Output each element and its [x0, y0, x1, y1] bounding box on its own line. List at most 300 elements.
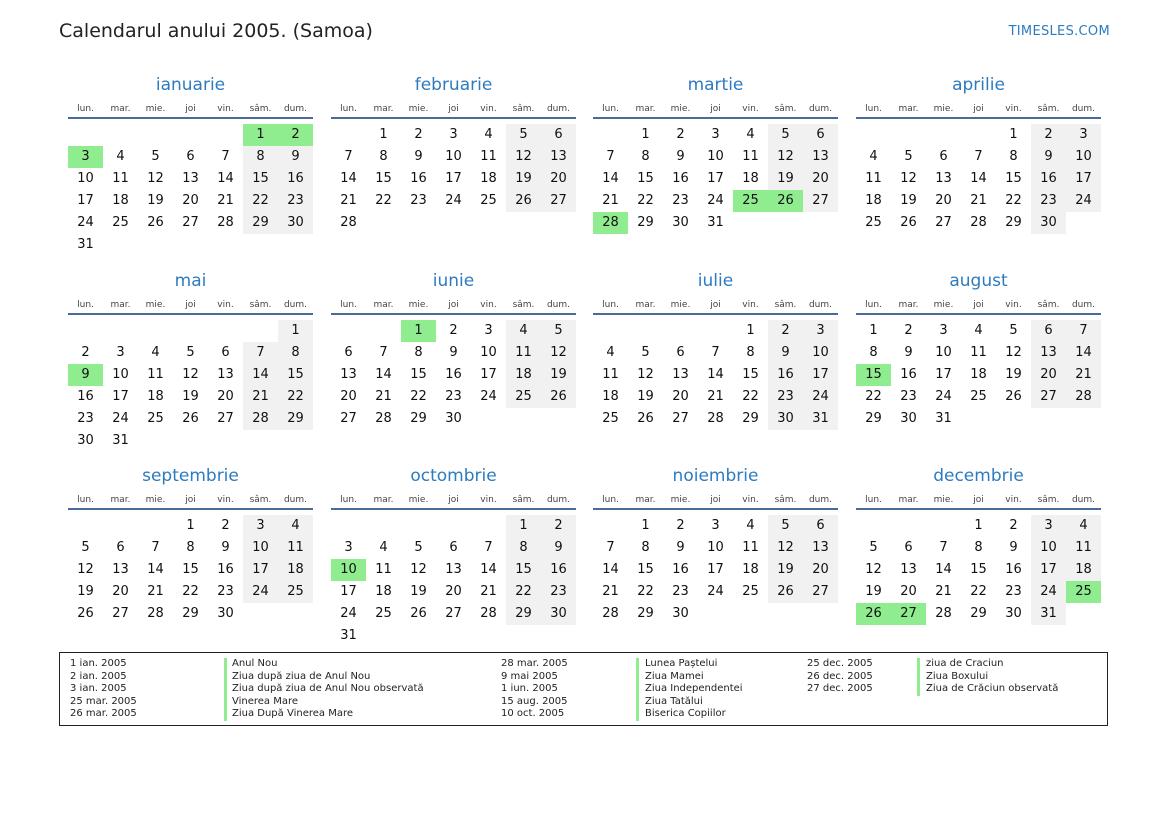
weekday-label: dum.: [546, 300, 571, 310]
day-cell: 2: [676, 127, 685, 142]
weekday-label: mie.: [145, 495, 166, 505]
day-cell: 6: [803, 515, 838, 537]
legend-color-bar: [224, 658, 227, 721]
weekday-label: mar.: [898, 495, 919, 505]
weekday-label: vin.: [217, 495, 234, 505]
legend-color-bar: [636, 658, 639, 721]
day-cell: 20: [445, 584, 462, 599]
legend-names: [232, 658, 424, 721]
day-cell: 11: [1066, 537, 1101, 559]
day-cell: 5: [506, 124, 541, 146]
day-cell: 17: [935, 367, 952, 382]
day-cell: 5: [1009, 323, 1018, 338]
weekday-label: lun.: [865, 104, 882, 114]
day-cell: 7: [344, 149, 353, 164]
day-cell: 23: [77, 411, 94, 426]
weekday-label: mie.: [933, 495, 954, 505]
day-cell: 27: [182, 215, 199, 230]
weekday-label: vin.: [742, 300, 759, 310]
day-cell: 28: [147, 606, 164, 621]
day-cell: 6: [1031, 320, 1066, 342]
day-cell: 3: [484, 323, 493, 338]
day-cell: 14: [147, 562, 164, 577]
weekday-label: mar.: [110, 495, 131, 505]
day-cell: 18: [278, 559, 313, 581]
weekday-label: joi: [448, 495, 459, 505]
day-cell: 16: [445, 367, 462, 382]
day-cell: 28: [935, 606, 952, 621]
weekday-label: lun.: [865, 495, 882, 505]
day-cell: 2: [904, 323, 913, 338]
day-cell: 14: [970, 171, 987, 186]
day-cell: 18: [112, 193, 129, 208]
weekday-label: mar.: [635, 104, 656, 114]
day-cell: 28: [375, 411, 392, 426]
day-cell: 11: [278, 537, 313, 559]
day-cell: 29: [243, 212, 278, 234]
day-cell: 10: [112, 367, 129, 382]
day-cell: 23: [1031, 190, 1066, 212]
day-cell: 12: [768, 146, 803, 168]
day-cell: 30: [672, 606, 689, 621]
day-cell: 19: [768, 559, 803, 581]
weekday-label: dum.: [283, 495, 308, 505]
weekday-label: lun.: [340, 300, 357, 310]
day-cell: 29: [865, 411, 882, 426]
day-cell: 15: [506, 559, 541, 581]
day-cell: 8: [641, 149, 650, 164]
day-cell: 27: [217, 411, 234, 426]
legend-date: 1 ian. 2005: [70, 658, 127, 669]
day-cell: 27: [112, 606, 129, 621]
holiday-day-cell: 3: [68, 146, 103, 168]
legend-date: 26 dec. 2005: [807, 670, 873, 682]
day-cell: 18: [506, 364, 541, 386]
day-cell: 16: [278, 168, 313, 190]
month-name: mai: [174, 271, 207, 291]
page-title: Calendarul anului 2005. (Samoa): [59, 20, 373, 42]
month-name: aprilie: [952, 75, 1005, 95]
day-cell: 12: [182, 367, 199, 382]
holiday-day-cell: 15: [856, 364, 891, 386]
day-cell: 18: [865, 193, 882, 208]
holiday-day-cell: 26: [768, 190, 803, 212]
day-cell: 29: [278, 408, 313, 430]
day-cell: 13: [1031, 342, 1066, 364]
weekday-label: vin.: [742, 104, 759, 114]
day-cell: 30: [278, 212, 313, 234]
day-cell: 23: [541, 581, 576, 603]
weekday-label: joi: [185, 495, 196, 505]
day-cell: 5: [151, 149, 160, 164]
day-cell: 11: [742, 540, 759, 555]
day-cell: 13: [340, 367, 357, 382]
day-cell: 14: [602, 562, 619, 577]
weekday-label: joi: [973, 104, 984, 114]
day-cell: 27: [1031, 386, 1066, 408]
day-cell: 21: [243, 386, 278, 408]
day-cell: 11: [147, 367, 164, 382]
day-cell: 29: [182, 606, 199, 621]
day-cell: 21: [970, 193, 987, 208]
day-cell: 30: [77, 433, 94, 448]
day-cell: 1: [1009, 127, 1018, 142]
day-cell: 8: [243, 146, 278, 168]
day-cell: 22: [506, 581, 541, 603]
day-cell: 4: [379, 540, 388, 555]
weekday-label: joi: [710, 300, 721, 310]
day-cell: 8: [278, 342, 313, 364]
day-cell: 19: [541, 364, 576, 386]
day-cell: 30: [1031, 212, 1066, 234]
day-cell: 18: [970, 367, 987, 382]
day-cell: 17: [803, 364, 838, 386]
day-cell: 22: [742, 389, 759, 404]
day-cell: 21: [375, 389, 392, 404]
day-cell: 6: [449, 540, 458, 555]
legend-holiday-name: Ziua Tatălui: [645, 695, 703, 707]
weekday-label: dum.: [283, 300, 308, 310]
day-cell: 4: [278, 515, 313, 537]
day-cell: 9: [1009, 540, 1018, 555]
weekday-label: lun.: [77, 495, 94, 505]
day-cell: 26: [182, 411, 199, 426]
holiday-day-cell: 26: [856, 603, 891, 625]
day-cell: 9: [221, 540, 230, 555]
day-cell: 24: [112, 411, 129, 426]
day-cell: 29: [506, 603, 541, 625]
weekday-label: mie.: [145, 104, 166, 114]
weekday-label: mar.: [898, 104, 919, 114]
weekday-label: sâm.: [1037, 495, 1060, 505]
day-cell: 16: [541, 559, 576, 581]
day-cell: 17: [243, 559, 278, 581]
weekday-label: sâm.: [774, 300, 797, 310]
day-cell: 26: [77, 606, 94, 621]
day-cell: 28: [480, 606, 497, 621]
weekday-label: mar.: [898, 300, 919, 310]
month-name: ianuarie: [155, 75, 226, 95]
weekday-label: mar.: [110, 300, 131, 310]
day-cell: 17: [112, 389, 129, 404]
day-cell: 12: [410, 562, 427, 577]
legend-date: 1 iun. 2005: [501, 683, 558, 695]
day-cell: 15: [410, 367, 427, 382]
day-cell: 7: [151, 540, 160, 555]
day-cell: 12: [77, 562, 94, 577]
day-cell: 21: [602, 584, 619, 599]
weekday-label: dum.: [283, 104, 308, 114]
brand-link[interactable]: TIMESLES.COM: [1008, 24, 1110, 39]
month-divider: [68, 508, 313, 510]
weekday-label: sâm.: [1037, 300, 1060, 310]
day-cell: 16: [1005, 562, 1022, 577]
day-cell: 8: [869, 345, 878, 360]
legend-dates: [70, 658, 137, 721]
month-name: iunie: [432, 271, 475, 291]
day-cell: 19: [900, 193, 917, 208]
legend-holiday-name: Vinerea Mare: [232, 695, 299, 707]
weekday-label: dum.: [808, 300, 833, 310]
day-cell: 23: [445, 389, 462, 404]
day-cell: 8: [1009, 149, 1018, 164]
legend-holiday-name: Biserica Copiilor: [645, 708, 726, 720]
weekday-label: joi: [973, 495, 984, 505]
month-divider: [593, 508, 838, 510]
day-cell: 24: [1031, 581, 1066, 603]
day-cell: 10: [803, 342, 838, 364]
day-cell: 6: [803, 124, 838, 146]
day-cell: 20: [672, 389, 689, 404]
day-cell: 31: [1031, 603, 1066, 625]
day-cell: 23: [672, 584, 689, 599]
day-cell: 18: [602, 389, 619, 404]
day-cell: 29: [410, 411, 427, 426]
day-cell: 26: [147, 215, 164, 230]
day-cell: 14: [602, 171, 619, 186]
day-cell: 12: [900, 171, 917, 186]
day-cell: 25: [480, 193, 497, 208]
day-cell: 17: [340, 584, 357, 599]
day-cell: 20: [217, 389, 234, 404]
day-cell: 12: [637, 367, 654, 382]
weekday-label: sâm.: [249, 300, 272, 310]
day-cell: 26: [637, 411, 654, 426]
legend-date: 10 oct. 2005: [501, 708, 565, 720]
day-cell: 1: [641, 518, 650, 533]
weekday-label: lun.: [602, 300, 619, 310]
day-cell: 27: [803, 581, 838, 603]
day-cell: 25: [742, 584, 759, 599]
day-cell: 4: [974, 323, 983, 338]
day-cell: 31: [112, 433, 129, 448]
day-cell: 9: [278, 146, 313, 168]
day-cell: 11: [602, 367, 619, 382]
day-cell: 10: [707, 149, 724, 164]
day-cell: 24: [445, 193, 462, 208]
day-cell: 25: [602, 411, 619, 426]
day-cell: 7: [974, 149, 983, 164]
day-cell: 13: [541, 146, 576, 168]
legend-holiday-name: Ziua după ziua de Anul Nou: [232, 670, 371, 682]
month-divider: [68, 313, 313, 315]
day-cell: 19: [147, 193, 164, 208]
day-cell: 3: [449, 127, 458, 142]
weekday-label: mie.: [408, 495, 429, 505]
day-cell: 18: [742, 171, 759, 186]
holiday-day-cell: 25: [733, 190, 768, 212]
day-cell: 23: [672, 193, 689, 208]
day-cell: 24: [935, 389, 952, 404]
day-cell: 21: [935, 584, 952, 599]
day-cell: 7: [221, 149, 230, 164]
day-cell: 20: [900, 584, 917, 599]
day-cell: 16: [217, 562, 234, 577]
legend-holiday-name: Lunea Paștelui: [645, 658, 718, 669]
day-cell: 7: [606, 540, 615, 555]
day-cell: 15: [243, 168, 278, 190]
day-cell: 19: [637, 389, 654, 404]
weekday-label: dum.: [1071, 104, 1096, 114]
weekday-label: vin.: [742, 495, 759, 505]
day-cell: 12: [768, 537, 803, 559]
day-cell: 14: [375, 367, 392, 382]
weekday-label: joi: [185, 300, 196, 310]
day-cell: 31: [340, 628, 357, 643]
day-cell: 6: [904, 540, 913, 555]
holiday-day-cell: 27: [891, 603, 926, 625]
legend-holiday-name: Ziua Boxului: [926, 670, 989, 682]
day-cell: 12: [1005, 345, 1022, 360]
day-cell: 21: [147, 584, 164, 599]
weekday-label: mie.: [408, 300, 429, 310]
holiday-day-cell: 28: [593, 212, 628, 234]
day-cell: 4: [151, 345, 160, 360]
day-cell: 28: [243, 408, 278, 430]
day-cell: 15: [278, 364, 313, 386]
day-cell: 13: [672, 367, 689, 382]
day-cell: 3: [1066, 124, 1101, 146]
day-cell: 4: [746, 518, 755, 533]
day-cell: 19: [1005, 367, 1022, 382]
day-cell: 29: [970, 606, 987, 621]
day-cell: 16: [410, 171, 427, 186]
day-cell: 9: [1031, 146, 1066, 168]
day-cell: 30: [768, 408, 803, 430]
month-divider: [856, 117, 1101, 119]
day-cell: 1: [186, 518, 195, 533]
day-cell: 28: [217, 215, 234, 230]
legend-date: 27 dec. 2005: [807, 683, 873, 695]
day-cell: 18: [1066, 559, 1101, 581]
day-cell: 2: [414, 127, 423, 142]
day-cell: 22: [637, 584, 654, 599]
weekday-label: vin.: [217, 104, 234, 114]
day-cell: 30: [900, 411, 917, 426]
day-cell: 13: [803, 537, 838, 559]
day-cell: 27: [672, 411, 689, 426]
weekday-label: sâm.: [249, 495, 272, 505]
day-cell: 8: [379, 149, 388, 164]
day-cell: 13: [182, 171, 199, 186]
day-cell: 5: [768, 124, 803, 146]
weekday-label: joi: [448, 104, 459, 114]
day-cell: 8: [746, 345, 755, 360]
legend-holiday-name: Ziua după ziua de Anul Nou observată: [232, 683, 424, 695]
day-cell: 14: [217, 171, 234, 186]
day-cell: 11: [506, 342, 541, 364]
day-cell: 18: [742, 562, 759, 577]
day-cell: 24: [77, 215, 94, 230]
legend-date: 3 ian. 2005: [70, 683, 127, 695]
day-cell: 6: [344, 345, 353, 360]
day-cell: 10: [243, 537, 278, 559]
day-cell: 3: [711, 127, 720, 142]
day-cell: 7: [939, 540, 948, 555]
day-cell: 2: [221, 518, 230, 533]
day-cell: 15: [637, 171, 654, 186]
weekday-label: dum.: [808, 495, 833, 505]
weekday-label: mie.: [670, 495, 691, 505]
day-cell: 1: [746, 323, 755, 338]
day-cell: 22: [410, 389, 427, 404]
day-cell: 27: [935, 215, 952, 230]
day-cell: 2: [449, 323, 458, 338]
legend-date: 2 ian. 2005: [70, 670, 127, 682]
day-cell: 19: [182, 389, 199, 404]
legend-date: 28 mar. 2005: [501, 658, 568, 669]
day-cell: 31: [707, 215, 724, 230]
day-cell: 12: [506, 146, 541, 168]
weekday-label: mie.: [670, 104, 691, 114]
day-cell: 14: [480, 562, 497, 577]
day-cell: 2: [1031, 124, 1066, 146]
day-cell: 30: [672, 215, 689, 230]
day-cell: 2: [541, 515, 576, 537]
day-cell: 4: [869, 149, 878, 164]
day-cell: 2: [81, 345, 90, 360]
day-cell: 22: [182, 584, 199, 599]
day-cell: 10: [1066, 146, 1101, 168]
day-cell: 13: [112, 562, 129, 577]
day-cell: 10: [480, 345, 497, 360]
day-cell: 19: [768, 168, 803, 190]
day-cell: 24: [707, 193, 724, 208]
legend-holiday-name: ziua de Craciun: [926, 658, 1004, 669]
day-cell: 16: [672, 171, 689, 186]
day-cell: 17: [707, 171, 724, 186]
weekday-label: mar.: [373, 300, 394, 310]
weekday-label: sâm.: [512, 300, 535, 310]
day-cell: 13: [217, 367, 234, 382]
day-cell: 27: [541, 190, 576, 212]
day-cell: 24: [803, 386, 838, 408]
day-cell: 5: [869, 540, 878, 555]
weekday-label: dum.: [546, 495, 571, 505]
weekday-label: sâm.: [1037, 104, 1060, 114]
weekday-label: joi: [973, 300, 984, 310]
day-cell: 15: [637, 562, 654, 577]
day-cell: 9: [449, 345, 458, 360]
weekday-label: vin.: [480, 104, 497, 114]
day-cell: 5: [768, 515, 803, 537]
day-cell: 15: [182, 562, 199, 577]
day-cell: 7: [484, 540, 493, 555]
day-cell: 25: [865, 215, 882, 230]
day-cell: 8: [641, 540, 650, 555]
day-cell: 30: [445, 411, 462, 426]
day-cell: 11: [865, 171, 882, 186]
month-name: august: [949, 271, 1008, 291]
day-cell: 24: [480, 389, 497, 404]
day-cell: 29: [742, 411, 759, 426]
day-cell: 3: [116, 345, 125, 360]
day-cell: 5: [186, 345, 195, 360]
day-cell: 23: [900, 389, 917, 404]
holiday-legend: [59, 652, 1108, 726]
day-cell: 21: [1066, 364, 1101, 386]
weekday-label: lun.: [340, 495, 357, 505]
weekday-label: mar.: [635, 495, 656, 505]
day-cell: 11: [480, 149, 497, 164]
day-cell: 4: [746, 127, 755, 142]
day-cell: 6: [541, 124, 576, 146]
day-cell: 20: [112, 584, 129, 599]
day-cell: 17: [77, 193, 94, 208]
day-cell: 3: [939, 323, 948, 338]
day-cell: 6: [186, 149, 195, 164]
day-cell: 19: [865, 584, 882, 599]
